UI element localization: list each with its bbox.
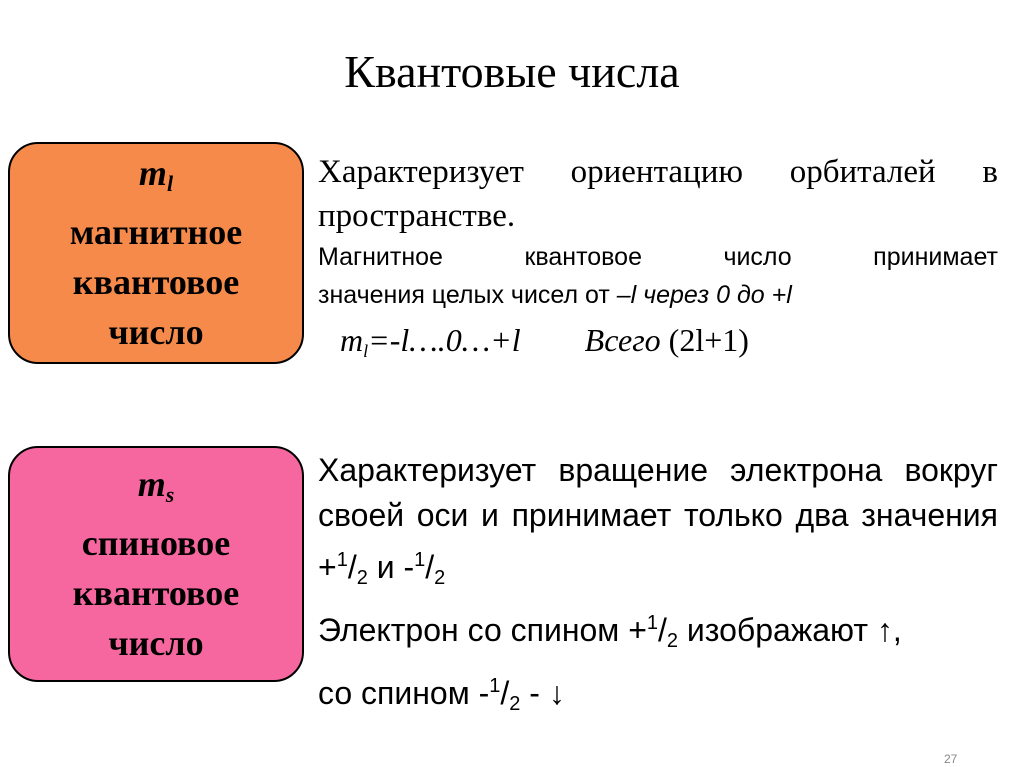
magnetic-values-line-1 xyxy=(318,238,998,276)
total-label: Всего xyxy=(584,322,661,358)
magnetic-symbol: $m_l$ xyxy=(138,152,174,196)
spin-name-line-2: квантовое xyxy=(72,572,240,613)
spin-text-notation-up: Электрон со спином $+^1/_2$ изображают ↑, xyxy=(318,612,902,652)
total-value: (2l+1) xyxy=(660,322,749,358)
magnetic-lead-text: Характеризует ориентацию орбиталей в пространстве. xyxy=(318,154,998,234)
magnetic-name-line-1: магнитное xyxy=(69,211,243,252)
magnetic-name-line-2: квантовое xyxy=(72,261,240,302)
spin-symbol: $m_s$ xyxy=(137,463,175,507)
spin-name-line-3: число xyxy=(108,622,204,663)
word: Магнитное xyxy=(318,243,443,271)
values-range: –l через 0 до +l xyxy=(616,281,792,309)
page-title: Квантовые числа xyxy=(344,46,680,97)
magnetic-values-line-2 xyxy=(318,276,998,314)
values-text: значения целых чисел от xyxy=(318,281,617,309)
magnetic-name-line-3: число xyxy=(108,311,204,352)
word: квантовое xyxy=(524,243,642,271)
word: число xyxy=(723,243,792,271)
spin-description xyxy=(318,448,998,727)
spin-name-line-1: спиновое xyxy=(81,522,231,563)
magnetic-formula: $m_l=-l\dots.0\dots+l$ Всего (2l+1) xyxy=(340,322,749,361)
spin-text-notation-down: со спином $-^1/_2$ - ↓ xyxy=(318,675,565,715)
spin-quantum-number-box xyxy=(8,446,304,682)
magnetic-description xyxy=(318,150,998,375)
page-number: 27 xyxy=(944,752,958,766)
word: принимает xyxy=(873,243,998,271)
spin-text-values: Характеризует вращение электрона вокруг своей оси и принимает только два значения $+^1/_2$ и $-^1/_2$ xyxy=(318,452,998,589)
magnetic-quantum-number-box xyxy=(8,142,304,364)
